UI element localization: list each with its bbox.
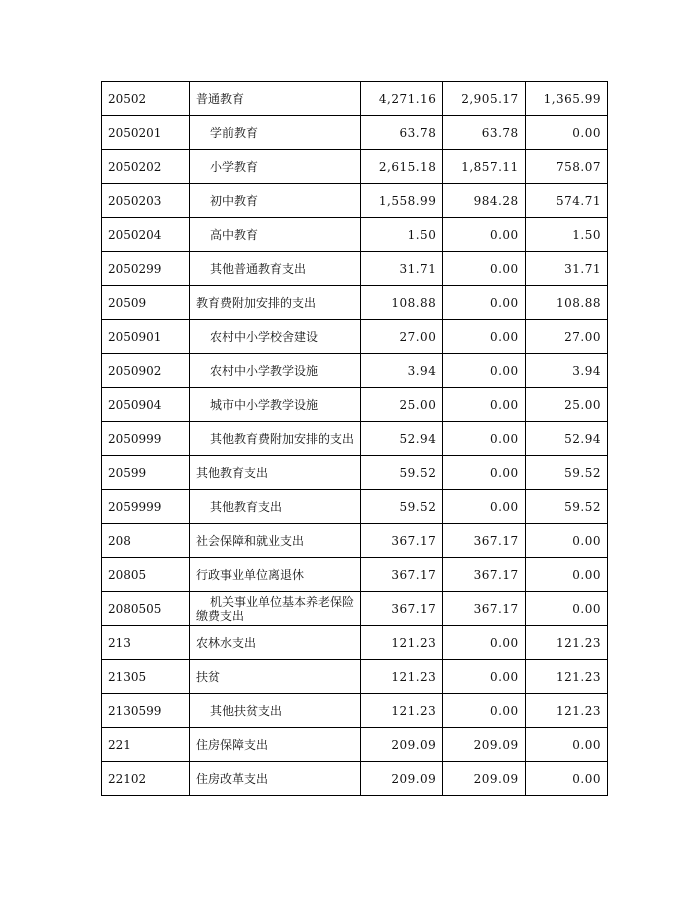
subject-name-cell <box>190 116 361 150</box>
subject-code-cell: 2050902 <box>102 354 190 388</box>
basic-expenditure-cell: 984.28 <box>443 184 525 218</box>
budget-table-container <box>101 81 608 796</box>
project-expenditure-cell: 0.00 <box>525 116 607 150</box>
project-expenditure-cell: 59.52 <box>525 456 607 490</box>
basic-expenditure-cell: 367.17 <box>443 592 525 626</box>
project-expenditure-cell: 0.00 <box>525 524 607 558</box>
project-expenditure-cell: 0.00 <box>525 558 607 592</box>
total-amount-cell: 121.23 <box>361 694 443 728</box>
basic-expenditure-cell: 0.00 <box>443 456 525 490</box>
subject-code-cell: 221 <box>102 728 190 762</box>
total-amount-cell: 27.00 <box>361 320 443 354</box>
subject-name-cell <box>190 626 361 660</box>
total-amount-cell: 367.17 <box>361 592 443 626</box>
project-expenditure-cell: 121.23 <box>525 626 607 660</box>
basic-expenditure-cell: 0.00 <box>443 286 525 320</box>
total-amount-cell: 3.94 <box>361 354 443 388</box>
subject-name-cell <box>190 592 361 626</box>
total-amount-cell: 121.23 <box>361 660 443 694</box>
table-row <box>102 218 608 252</box>
subject-name-cell <box>190 286 361 320</box>
subject-code-cell: 20805 <box>102 558 190 592</box>
table-row <box>102 116 608 150</box>
basic-expenditure-cell: 0.00 <box>443 252 525 286</box>
basic-expenditure-cell: 2,905.17 <box>443 82 525 116</box>
subject-code-cell: 20509 <box>102 286 190 320</box>
project-expenditure-cell: 758.07 <box>525 150 607 184</box>
basic-expenditure-cell: 0.00 <box>443 218 525 252</box>
total-amount-cell: 31.71 <box>361 252 443 286</box>
subject-name-text: 其他普通教育支出 <box>210 261 307 276</box>
table-row <box>102 592 608 626</box>
table-row <box>102 286 608 320</box>
table-row <box>102 320 608 354</box>
basic-expenditure-cell: 0.00 <box>443 660 525 694</box>
table-row <box>102 558 608 592</box>
table-row <box>102 762 608 796</box>
subject-name-cell <box>190 354 361 388</box>
project-expenditure-cell: 1,365.99 <box>525 82 607 116</box>
total-amount-cell: 52.94 <box>361 422 443 456</box>
subject-name-text: 其他扶贫支出 <box>210 703 283 718</box>
project-expenditure-cell: 108.88 <box>525 286 607 320</box>
project-expenditure-cell: 3.94 <box>525 354 607 388</box>
subject-code-cell: 2050904 <box>102 388 190 422</box>
subject-name-cell <box>190 422 361 456</box>
expenditure-table <box>101 81 608 796</box>
subject-name-text: 普通教育 <box>196 91 245 106</box>
subject-code-cell: 2080505 <box>102 592 190 626</box>
basic-expenditure-cell: 0.00 <box>443 422 525 456</box>
basic-expenditure-cell: 367.17 <box>443 558 525 592</box>
project-expenditure-cell: 0.00 <box>525 592 607 626</box>
basic-expenditure-cell: 0.00 <box>443 694 525 728</box>
table-row <box>102 694 608 728</box>
project-expenditure-cell: 59.52 <box>525 490 607 524</box>
basic-expenditure-cell: 63.78 <box>443 116 525 150</box>
table-row <box>102 524 608 558</box>
total-amount-cell: 63.78 <box>361 116 443 150</box>
project-expenditure-cell: 25.00 <box>525 388 607 422</box>
subject-code-cell: 2050901 <box>102 320 190 354</box>
table-row <box>102 388 608 422</box>
table-row <box>102 354 608 388</box>
subject-name-text: 社会保障和就业支出 <box>196 533 305 548</box>
total-amount-cell: 367.17 <box>361 524 443 558</box>
table-row <box>102 82 608 116</box>
basic-expenditure-cell: 1,857.11 <box>443 150 525 184</box>
total-amount-cell: 209.09 <box>361 762 443 796</box>
subject-name-text: 其他教育支出 <box>196 465 269 480</box>
table-row <box>102 252 608 286</box>
subject-name-cell <box>190 150 361 184</box>
table-row <box>102 490 608 524</box>
subject-code-cell: 2050202 <box>102 150 190 184</box>
subject-code-cell: 2059999 <box>102 490 190 524</box>
subject-name-text: 高中教育 <box>210 227 259 242</box>
subject-name-cell <box>190 558 361 592</box>
subject-code-cell: 2050203 <box>102 184 190 218</box>
subject-name-text: 农村中小学教学设施 <box>210 363 319 378</box>
subject-name-cell <box>190 694 361 728</box>
subject-name-text: 机关事业单位基本养老保险缴费支出 <box>196 594 355 623</box>
subject-name-text: 农林水支出 <box>196 635 257 650</box>
total-amount-cell: 108.88 <box>361 286 443 320</box>
basic-expenditure-cell: 209.09 <box>443 728 525 762</box>
total-amount-cell: 59.52 <box>361 456 443 490</box>
table-row <box>102 422 608 456</box>
subject-name-cell <box>190 524 361 558</box>
basic-expenditure-cell: 209.09 <box>443 762 525 796</box>
subject-code-cell: 2050299 <box>102 252 190 286</box>
subject-name-text: 住房保障支出 <box>196 737 269 752</box>
subject-code-cell: 208 <box>102 524 190 558</box>
table-body <box>102 82 608 796</box>
subject-name-cell <box>190 456 361 490</box>
table-row <box>102 456 608 490</box>
subject-name-text: 初中教育 <box>210 193 259 208</box>
subject-name-text: 行政事业单位离退休 <box>196 567 305 582</box>
subject-code-cell: 21305 <box>102 660 190 694</box>
total-amount-cell: 2,615.18 <box>361 150 443 184</box>
subject-name-text: 教育费附加安排的支出 <box>196 295 317 310</box>
subject-name-cell <box>190 728 361 762</box>
subject-name-text: 小学教育 <box>210 159 259 174</box>
subject-name-text: 农村中小学校舍建设 <box>210 329 319 344</box>
table-row <box>102 728 608 762</box>
basic-expenditure-cell: 0.00 <box>443 320 525 354</box>
subject-code-cell: 2130599 <box>102 694 190 728</box>
total-amount-cell: 59.52 <box>361 490 443 524</box>
subject-name-cell <box>190 660 361 694</box>
project-expenditure-cell: 0.00 <box>525 728 607 762</box>
project-expenditure-cell: 121.23 <box>525 660 607 694</box>
subject-name-cell <box>190 82 361 116</box>
subject-code-cell: 213 <box>102 626 190 660</box>
project-expenditure-cell: 31.71 <box>525 252 607 286</box>
project-expenditure-cell: 1.50 <box>525 218 607 252</box>
subject-name-text: 住房改革支出 <box>196 771 269 786</box>
table-row <box>102 660 608 694</box>
subject-code-cell: 20502 <box>102 82 190 116</box>
subject-name-text: 城市中小学教学设施 <box>210 397 319 412</box>
basic-expenditure-cell: 0.00 <box>443 490 525 524</box>
project-expenditure-cell: 52.94 <box>525 422 607 456</box>
table-row <box>102 150 608 184</box>
total-amount-cell: 209.09 <box>361 728 443 762</box>
subject-code-cell: 20599 <box>102 456 190 490</box>
total-amount-cell: 1.50 <box>361 218 443 252</box>
subject-code-cell: 22102 <box>102 762 190 796</box>
total-amount-cell: 367.17 <box>361 558 443 592</box>
project-expenditure-cell: 574.71 <box>525 184 607 218</box>
basic-expenditure-cell: 367.17 <box>443 524 525 558</box>
subject-name-cell <box>190 252 361 286</box>
subject-name-text: 其他教育费附加安排的支出 <box>210 431 355 446</box>
subject-code-cell: 2050999 <box>102 422 190 456</box>
subject-name-cell <box>190 490 361 524</box>
subject-name-cell <box>190 320 361 354</box>
total-amount-cell: 1,558.99 <box>361 184 443 218</box>
subject-name-text: 扶贫 <box>196 669 221 684</box>
subject-name-cell <box>190 218 361 252</box>
total-amount-cell: 25.00 <box>361 388 443 422</box>
basic-expenditure-cell: 0.00 <box>443 626 525 660</box>
project-expenditure-cell: 121.23 <box>525 694 607 728</box>
subject-name-text: 学前教育 <box>210 125 259 140</box>
total-amount-cell: 121.23 <box>361 626 443 660</box>
subject-code-cell: 2050204 <box>102 218 190 252</box>
table-row <box>102 184 608 218</box>
table-row <box>102 626 608 660</box>
total-amount-cell: 4,271.16 <box>361 82 443 116</box>
subject-name-cell <box>190 184 361 218</box>
subject-name-cell <box>190 762 361 796</box>
basic-expenditure-cell: 0.00 <box>443 354 525 388</box>
subject-name-text: 其他教育支出 <box>210 499 283 514</box>
subject-name-cell <box>190 388 361 422</box>
project-expenditure-cell: 27.00 <box>525 320 607 354</box>
basic-expenditure-cell: 0.00 <box>443 388 525 422</box>
project-expenditure-cell: 0.00 <box>525 762 607 796</box>
subject-code-cell: 2050201 <box>102 116 190 150</box>
